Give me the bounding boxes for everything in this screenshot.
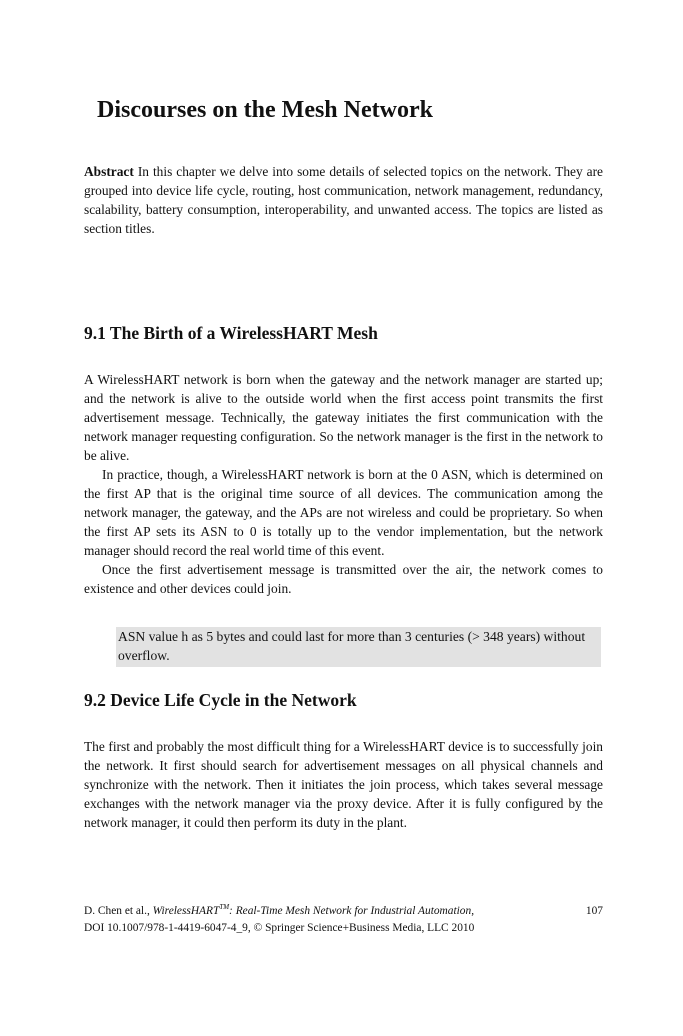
section-heading-9-1: 9.1 The Birth of a WirelessHART Mesh bbox=[84, 323, 378, 343]
trademark-mark: TM bbox=[219, 903, 230, 912]
paragraph: In practice, though, a WirelessHART network is born at the 0 ASN, which is determined on the first AP that is the original time source of all devices. The communication among the network manager, the gateway, and the APs are not wireless and could be proprietary. So when the first AP sets its ASN to 0 is totally up to the vendor implementation, but the network manager should record the real world time of this event. bbox=[84, 467, 603, 558]
page-number: 107 bbox=[585, 905, 603, 917]
section-body-9-2 bbox=[84, 737, 603, 832]
footer-authors: D. Chen et al., bbox=[84, 905, 150, 917]
doi-line: DOI 10.1007/978-1-4419-6047-4_9, © Springer Science+Business Media, LLC 2010 bbox=[84, 922, 475, 934]
abstract-text: In this chapter we delve into some details of selected topics on the network. They are grouped into device life cycle, routing, host communication, network management, redundancy, scalability, battery consumption, interoperability, and unwanted access. The topics are listed as section titles. bbox=[84, 164, 603, 236]
paragraph: The first and probably the most difficult thing for a WirelessHART device is to successfully join the network. It first should search for advertisement messages on all physical channels and synchronize with the network. Then it initiates the join process, which takes several message exchanges with the network manager via the proxy device. After it is fully configured by the network manager, it could then perform its duty in the plant. bbox=[84, 739, 603, 830]
section-body-9-1 bbox=[84, 370, 603, 598]
page-footer bbox=[84, 903, 603, 937]
abstract-label: Abstract bbox=[84, 164, 134, 179]
book-title: WirelessHART™: Real-Time Mesh Network for Industrial Automation bbox=[152, 903, 472, 917]
citation-line: D. Chen et al., WirelessHART™: Real-Time Mesh Network for Industrial Automation, bbox=[84, 903, 475, 917]
chapter-title: Discourses on the Mesh Network bbox=[97, 97, 433, 123]
paragraph: A WirelessHART network is born when the gateway and the network manager are started up; and the network is alive to the outside world when the first access point transmits the first advertisement message. Technically, the gateway initiates the first communication with the network manager requesting configuration. So the network manager is the first in the network to be alive. bbox=[84, 372, 603, 463]
section-heading-9-2: 9.2 Device Life Cycle in the Network bbox=[84, 690, 357, 710]
paragraph: Once the first advertisement message is transmitted over the air, the network comes to existence and other devices could join. bbox=[84, 562, 603, 596]
abstract bbox=[84, 162, 603, 238]
asn-note-box: ASN value h as 5 bytes and could last for more than 3 centuries (> 348 years) without overflow. bbox=[116, 627, 601, 667]
